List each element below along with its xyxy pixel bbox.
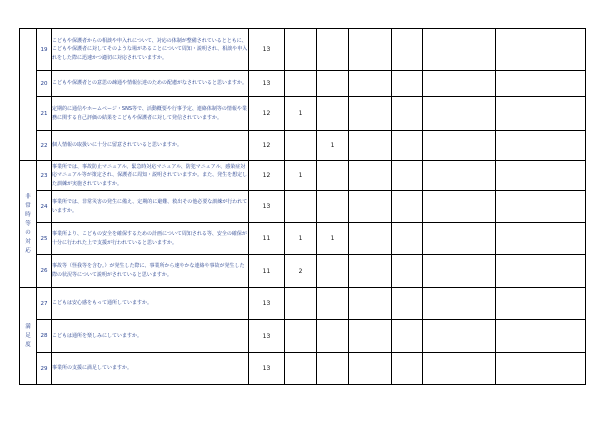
answer-yes-count: 13 [249,353,285,385]
answer-neither-count [285,131,317,161]
answer-yes-count: 13 [249,320,285,353]
table-row [20,288,586,320]
category-char: の [25,229,31,236]
comment-cell [423,97,496,131]
response-cell [496,97,586,131]
response-cell [496,131,586,161]
category-cell-emergency [20,161,37,288]
answer-unknown-count [349,223,392,255]
answer-yes-count: 12 [249,161,285,191]
question-text: 事業所では、非常災害の発生に備え、定期的に避難、救出その他必要な訓練が行われていますか。 [52,191,249,223]
comment-cell [423,131,496,161]
answer-neither-count [285,191,317,223]
category-char: 時 [25,211,31,218]
answer-unknown-count [349,255,392,288]
question-number: 22 [37,131,52,161]
answer-no-count [317,97,349,131]
table-row [20,29,586,71]
answer-unknown-count [349,191,392,223]
question-number: 27 [37,288,52,320]
table-row [20,71,586,97]
answer-yes-count: 13 [249,191,285,223]
comment-cell [423,161,496,191]
answer-yes-count: 13 [249,288,285,320]
answer-unknown-count [349,131,392,161]
extra-cell [392,288,423,320]
question-number: 25 [37,223,52,255]
question-number: 28 [37,320,52,353]
answer-unknown-count [349,288,392,320]
question-number: 23 [37,161,52,191]
answer-neither-count [285,320,317,353]
question-text: 定期的に通信やホームページ・SNS等で、活動概要や行事予定、連絡体制等の情報や業務に関する自己評価の結果をこどもや保護者に対して発信されていますか。 [52,97,249,131]
category-cell-communication [20,29,37,161]
question-text: こどもや保護者からの相談や申入れについて、対応の体制が整備されているとともに、こどもや保護者に対してそのような場があることについて周知・説明され、相談や申入れをした際に迅速かつ適切に対応されていますか。 [52,29,249,71]
category-char: 非 [25,193,31,200]
answer-yes-count: 11 [249,223,285,255]
comment-cell [423,191,496,223]
answer-no-count: 1 [317,223,349,255]
extra-cell [392,353,423,385]
response-cell [496,71,586,97]
answer-unknown-count [349,161,392,191]
question-text: 事故等（怪我等を含む。）が発生した際に、事業所から速やかな連絡や事故が発生した際の状況等について説明がされていると思いますか。 [52,255,249,288]
extra-cell [392,223,423,255]
answer-no-count [317,29,349,71]
category-char: 等 [25,220,31,227]
table-row [20,97,586,131]
extra-cell [392,97,423,131]
extra-cell [392,161,423,191]
answer-yes-count: 12 [249,97,285,131]
answer-yes-count: 13 [249,29,285,71]
question-text: こどもは安心感をもって通所していますか。 [52,288,249,320]
question-number: 20 [37,71,52,97]
response-cell [496,191,586,223]
comment-cell [423,255,496,288]
table-row [20,320,586,353]
answer-unknown-count [349,71,392,97]
answer-neither-count: 2 [285,255,317,288]
table-row [20,353,586,385]
comment-cell [423,71,496,97]
response-cell [496,29,586,71]
question-text: こどもは通所を楽しみにしていますか。 [52,320,249,353]
answer-neither-count: 1 [285,97,317,131]
answer-unknown-count [349,29,392,71]
answer-no-count [317,353,349,385]
question-text: 事業所では、事故防止マニュアル、緊急時対応マニュアル、防犯マニュアル、感染症対応マニュアル等が策定され、保護者に周知・説明されていますか。また、発生を想定した訓練が実施されていますか。 [52,161,249,191]
comment-cell [423,29,496,71]
question-text: 事業所より、こどもの安全を確保するための計画について周知される等、安全の確保が十分に行われた上で支援が行われていると思いますか。 [52,223,249,255]
response-cell [496,161,586,191]
question-number: 26 [37,255,52,288]
extra-cell [392,29,423,71]
answer-unknown-count [349,320,392,353]
answer-yes-count: 12 [249,131,285,161]
question-number: 21 [37,97,52,131]
response-cell [496,320,586,353]
answer-neither-count: 1 [285,161,317,191]
question-text: こどもや保護者との意思の疎通や情報伝達のための配慮がなされていると思いますか。 [52,71,249,97]
question-number: 24 [37,191,52,223]
answer-neither-count [285,353,317,385]
table-row [20,255,586,288]
table-body [20,29,586,385]
table-row [20,191,586,223]
answer-yes-count: 11 [249,255,285,288]
question-text: 個人情報の取扱いに十分に留意されていると思いますか。 [52,131,249,161]
extra-cell [392,71,423,97]
extra-cell [392,191,423,223]
answer-neither-count [285,29,317,71]
answer-yes-count: 13 [249,71,285,97]
answer-no-count [317,288,349,320]
table-row [20,131,586,161]
answer-neither-count [285,288,317,320]
question-text: 事業所の支援に満足していますか。 [52,353,249,385]
category-char: 対 [25,238,31,245]
answer-no-count [317,71,349,97]
category-char: 度 [25,341,31,348]
category-char: 応 [25,247,31,254]
category-char: 足 [25,332,31,339]
comment-cell [423,320,496,353]
question-number: 19 [37,29,52,71]
category-char: 満 [25,323,31,330]
response-cell [496,288,586,320]
answer-no-count [317,255,349,288]
survey-table [19,28,586,385]
answer-no-count [317,161,349,191]
response-cell [496,353,586,385]
answer-no-count [317,320,349,353]
question-number: 29 [37,353,52,385]
extra-cell [392,255,423,288]
extra-cell [392,131,423,161]
category-cell-satisfaction [20,288,37,385]
table-row [20,161,586,191]
table-row [20,223,586,255]
answer-unknown-count [349,97,392,131]
extra-cell [392,320,423,353]
comment-cell [423,223,496,255]
answer-no-count: 1 [317,131,349,161]
answer-neither-count: 1 [285,223,317,255]
answer-unknown-count [349,353,392,385]
answer-no-count [317,191,349,223]
comment-cell [423,353,496,385]
response-cell [496,223,586,255]
category-char: 常 [25,202,31,209]
answer-neither-count [285,71,317,97]
comment-cell [423,288,496,320]
response-cell [496,255,586,288]
